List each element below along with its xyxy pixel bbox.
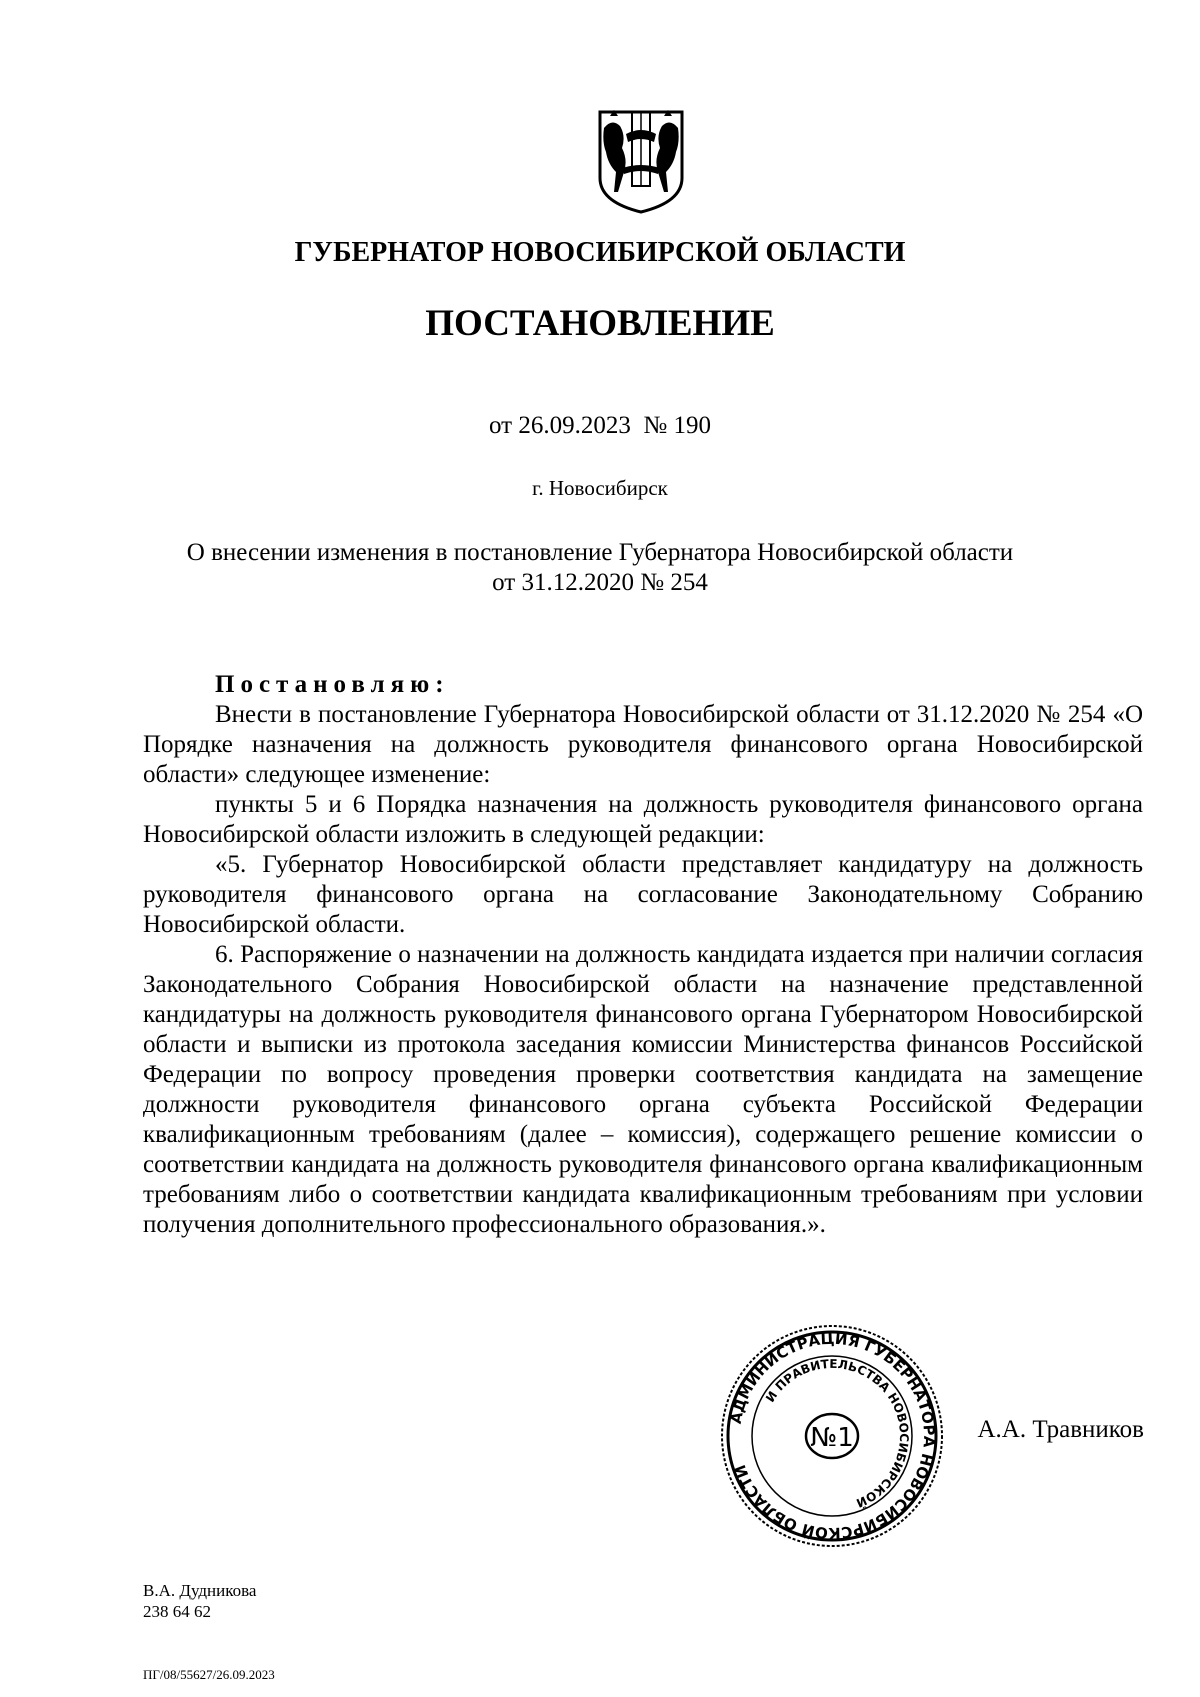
signature-block [0,1320,1200,1550]
document-subject [0,538,1200,598]
seal-outer-text: АДМИНИСТРАЦИЯ ГУБЕРНАТОРА НОВОСИБИРСКОЙ ОБЛАСТИ [726,1329,939,1543]
document-code: ПГ/08/55627/26.09.2023 [143,1667,275,1682]
coat-of-arms-icon [596,108,686,216]
document-body [143,670,1143,1240]
executor-name: В.А. Дудникова [143,1581,257,1600]
document-city: г. Новосибирск [532,476,668,500]
seal-number: №1 [810,1423,854,1453]
decree-word: Постановляю: [215,671,450,698]
executor-phone: 238 64 62 [143,1602,211,1621]
subject-line-1: О внесении изменения в постановление Губернатора Новосибирской области [186,539,1014,566]
signer-name: А.А. Травников [977,1416,1144,1443]
document-type-title: ПОСТАНОВЛЕНИЕ [425,303,775,344]
body-paragraph: «5. Губернатор Новосибирской области представляет кандидатуру на должность руководителя финансового органа на согласование Законодательному Собранию Новосибирской области. [143,851,1143,938]
organization-title: ГУБЕРНАТОР НОВОСИБИРСКОЙ ОБЛАСТИ [294,237,906,268]
executor-info [143,1580,256,1622]
seal-inner-text: И ПРАВИТЕЛЬСТВА НОВОСИБИРСКОЙ [763,1356,912,1511]
official-seal-icon [718,1322,946,1550]
document-date-number: от 26.09.2023 № 190 [489,412,711,439]
body-paragraph: пункты 5 и 6 Порядка назначения на должность руководителя финансового органа Новосибирской области изложить в следующей редакции: [143,791,1143,848]
body-paragraph: Внести в постановление Губернатора Новосибирской области от 31.12.2020 № 254 «О Порядке назначения на должность руководителя финансового органа Новосибирской области» следующее изменение: [143,701,1143,788]
body-paragraph: 6. Распоряжение о назначении на должность кандидата издается при наличии согласия Законодательного Собрания Новосибирской области на назначение представленной кандидатуры на должность руководителя финансового органа Губернатором Новосибирской области и выписки из протокола заседания комиссии Министерства финансов Российской Федерации по вопросу проведения проверки соответствия кандидата на замещение должности руководителя финансового органа субъекта Российской Федерации квалификационным требованиям (далее – комиссия), содержащего решение комиссии о соответствии кандидата на должность руководителя финансового органа квалификационным требованиям либо о соответствии кандидата квалификационным требованиям при условии получения дополнительного профессионального образования.». [143,941,1143,1238]
subject-line-2: от 31.12.2020 № 254 [492,569,708,596]
